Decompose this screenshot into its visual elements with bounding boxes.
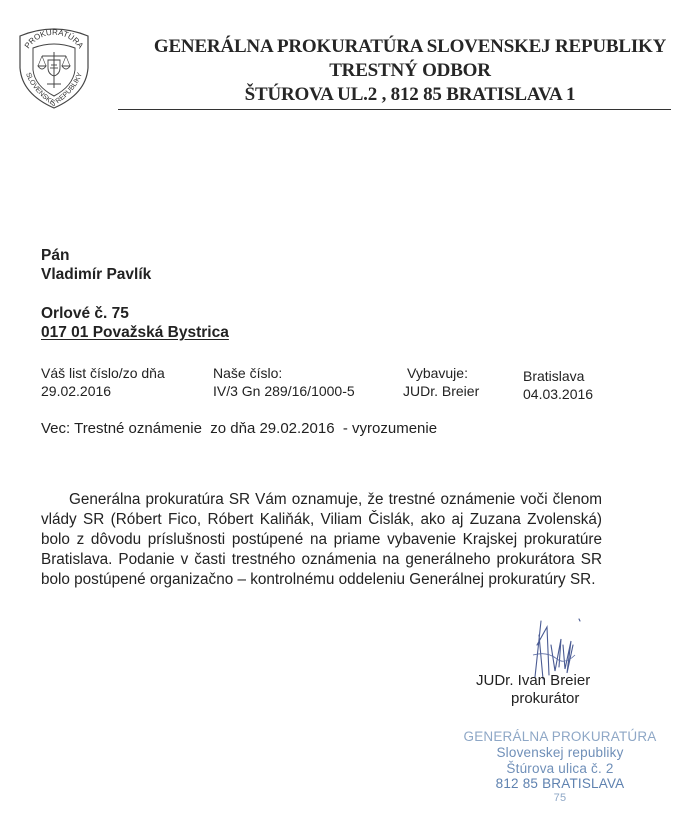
stamp-line-number: 75 (553, 792, 567, 804)
organization-name: GENERÁLNA PROKURATÚRA SLOVENSKEJ REPUBLIKY (153, 36, 667, 57)
reference-value: JUDr. Breier (403, 383, 480, 399)
signer-name: JUDr. Ivan Breier (476, 672, 591, 689)
department-name: TRESTNÝ ODBOR (329, 60, 491, 81)
stamp-line-organization: GENERÁLNA PROKURATÚRA (463, 729, 657, 744)
recipient-street: Orlové č. 75 (41, 305, 129, 322)
recipient-name: Vladimír Pavlík (41, 266, 152, 283)
your-letter-reference (41, 364, 165, 400)
handled-by-reference (403, 364, 479, 400)
place-date-reference (523, 367, 593, 403)
organization-address: ŠTÚROVA UL.2 , 812 85 BRATISLAVA 1 (244, 84, 576, 105)
recipient-city: 017 01 Považská Bystrica (41, 324, 229, 341)
stamp-line-city: 812 85 BRATISLAVA (495, 776, 625, 791)
reference-label: Bratislava (523, 368, 585, 384)
recipient-salutation: Pán (41, 247, 70, 264)
letter-body: Generálna prokuratúra SR Vám oznamuje, že trestné oznámenie voči členom vlády SR (Róbert Fico, Róbert Kaliňák, Viliam Čislák, ako aj Zuzana Zvolenská) bolo z dôvodu príslušnosti postúpené na priame vybavenie Krajskej prokuratúre Bratislava. Podanie v časti trestného oznámenia na generálneho prokurátora SR bolo postúpené organizačno – kontrolnému oddeleniu Generálnej prokuratúry SR. (41, 491, 602, 588)
stamp-line-country: Slovenskej republiky (496, 745, 624, 760)
seal-top-text: PROKURATÚRA (22, 27, 86, 51)
reference-label: Naše číslo: (213, 365, 283, 381)
stamp-line-street: Štúrova ulica č. 2 (506, 761, 614, 776)
subject-line: Vec: Trestné oznámenie zo dňa 29.02.2016 - vyrozumenie (41, 420, 438, 437)
reference-label: Vybavuje: (407, 365, 468, 381)
signer-title: prokurátor (511, 690, 580, 707)
letterhead-divider (118, 109, 671, 110)
reference-value: IV/3 Gn 289/16/1000-5 (213, 383, 355, 399)
our-number-reference (213, 364, 355, 400)
reference-value: 04.03.2016 (523, 386, 594, 402)
reference-value: 29.02.2016 (41, 383, 112, 399)
prokuratura-seal-icon (16, 22, 92, 110)
reference-label: Váš list číslo/zo dňa (41, 365, 165, 381)
seal-bottom-text: SLOVENSKEJ REPUBLIKY (24, 71, 84, 109)
